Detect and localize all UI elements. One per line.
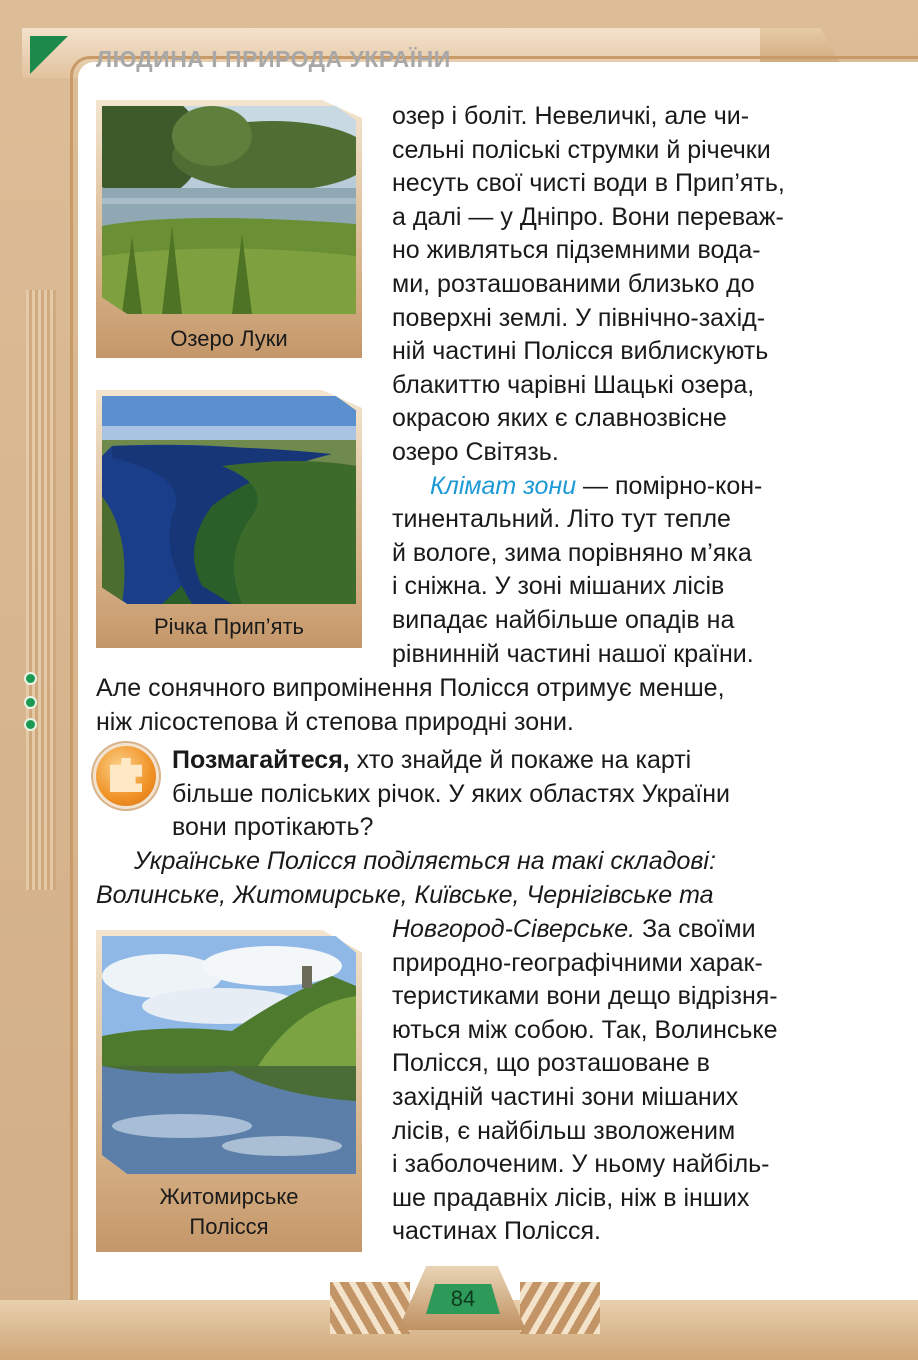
lake-photo	[102, 106, 356, 314]
figure-river-prypiat	[96, 390, 362, 648]
text-line: природно-географічними харак-	[392, 948, 763, 977]
footer-stripes-left	[330, 1282, 410, 1334]
left-decorative-stripes	[26, 290, 56, 890]
bullet-dot-icon	[26, 720, 35, 729]
text-line: Волинське, Житомирське, Київське, Чернігівське та	[96, 880, 714, 909]
climate-term: Клімат зони	[430, 471, 577, 500]
text-line: теристиками вони дещо відрізня-	[392, 982, 778, 1011]
figure-caption-line1: Житомирське	[159, 1184, 299, 1209]
text-line: Новгород-Сіверське. За своїми	[392, 915, 756, 943]
page-number: 84	[450, 1286, 476, 1311]
bullet-dot-icon	[26, 674, 35, 683]
paragraph-lakes	[392, 100, 838, 671]
climate-line: Клімат зони — помірно-кон-	[430, 471, 763, 500]
puzzle-task-icon	[96, 746, 156, 806]
figure-lake-luky	[96, 100, 362, 358]
text-line: і заболоченим. У ньому найбіль-	[392, 1150, 770, 1179]
paragraph-zhytomyr	[392, 913, 838, 1249]
text-line: частинах Полісся.	[392, 1217, 601, 1246]
text-line: рівнинній частині нашої країни.	[392, 639, 754, 668]
text-line: випадає найбільше опадів на	[392, 605, 735, 634]
paragraph-subregions	[96, 845, 838, 912]
figure-zhytomyr-polissia	[96, 930, 362, 1252]
task-line: Позмагайтеся, хто знайде й покаже на карті	[172, 746, 692, 774]
text-line: ній частині Полісся виблискують	[392, 337, 769, 366]
task-block	[172, 744, 838, 845]
text-line: Українське Полісся поділяється на такі складові:	[134, 847, 716, 875]
footer-stripes-right	[520, 1282, 600, 1334]
text-line: Полісся, що розташоване в	[392, 1049, 710, 1078]
text-line: ми, розташованими близько до	[392, 269, 755, 298]
figure-caption: Озеро Луки	[170, 326, 288, 351]
text-line: блакиттю чарівні Шацькі озера,	[392, 370, 755, 399]
figure-caption-line2: Полісся	[189, 1214, 269, 1239]
text-line: Але сонячного випромінення Полісся отримує менше,	[96, 674, 725, 702]
text-line: окрасою яких є славнозвісне	[392, 404, 727, 433]
bullet-dot-icon	[26, 698, 35, 707]
text-line: озер і боліт. Невеличкі, але чи-	[392, 102, 750, 130]
text-line: сельні поліські струмки й річечки	[392, 135, 771, 164]
figure-caption: Річка Прип’ять	[153, 614, 305, 639]
zhytomyr-photo	[102, 936, 356, 1174]
task-line: більше поліських річок. У яких областях України	[172, 779, 730, 808]
text-line: а далі — у Дніпро. Вони переваж-	[392, 202, 784, 231]
text-line: лісів, є найбільш зволоженим	[392, 1116, 736, 1145]
text-line: поверхні землі. У північно-захід-	[392, 303, 766, 332]
text-line: но живляться підземними вода-	[392, 236, 761, 265]
text-line: ше прадавніх лісів, ніж в інших	[392, 1183, 750, 1212]
text-line: ніж лісостепова й степова природні зони.	[96, 707, 574, 736]
paragraph-climate-end	[96, 672, 838, 739]
task-keyword: Позмагайтеся,	[172, 746, 350, 774]
text-line: західній частині зони мішаних	[392, 1082, 739, 1111]
river-photo	[102, 396, 356, 604]
task-line: вони протікають?	[172, 813, 374, 842]
text-line: тинентальний. Літо тут тепле	[392, 505, 731, 534]
text-line: несуть свої чисті води в Прип’ять,	[392, 169, 785, 198]
text-line: озеро Світязь.	[392, 437, 559, 466]
text-line: й вологе, зима порівняно м’яка	[392, 538, 752, 567]
page-header-title: ЛЮДИНА І ПРИРОДА УКРАЇНИ	[96, 46, 451, 72]
text-line: і сніжна. У зоні мішаних лісів	[392, 572, 725, 601]
text-line: ються між собою. Так, Волинське	[392, 1015, 778, 1044]
